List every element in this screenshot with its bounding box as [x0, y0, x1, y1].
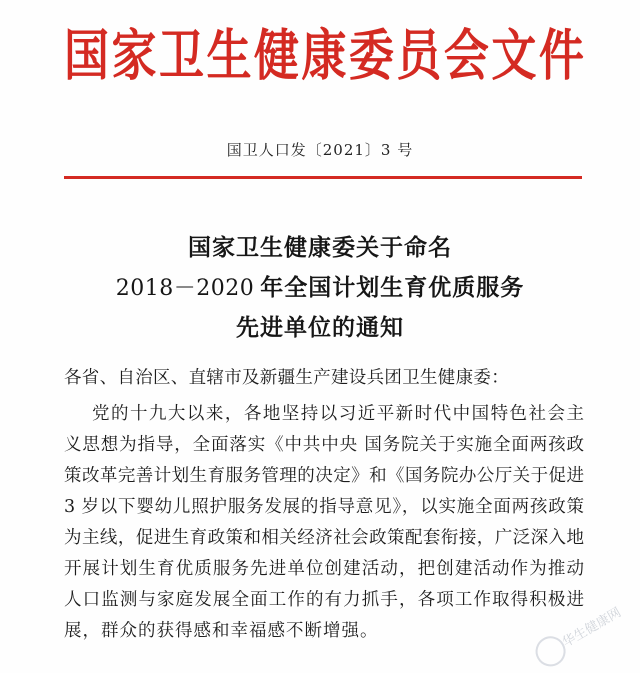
body-line: 义思想为指导，全面落实《中共中央 国务院关于实施全面两孩政 [64, 435, 584, 455]
header-title-char: 生 [206, 22, 252, 88]
body-line: 开展计划生育优质服务先进单位创建活动，把创建活动作为推动 [64, 559, 584, 579]
body-line: 为主线，促进生育政策和相关经济社会政策配套衔接，广泛深入地 [64, 528, 584, 548]
header-title-char: 健 [253, 22, 299, 88]
addressee-line: 各省、自治区、直辖市及新疆生产建设兵团卫生健康委： [64, 368, 509, 388]
body-line: 党的十九大以来，各地坚持以习近平新时代中国特色社会主 [92, 404, 584, 424]
document-number: 国卫人口发〔2021〕3 号 [226, 141, 414, 159]
body-line: 策改革完善计划生育服务管理的决定》和《国务院办公厅关于促进 [64, 466, 584, 486]
header-title-char: 卫 [158, 22, 204, 88]
header-title-char: 文 [491, 22, 537, 88]
title-year-range: 2018－2020 [115, 276, 255, 301]
header-title-char: 康 [301, 22, 347, 88]
header-title-char: 会 [443, 22, 489, 88]
red-divider-line [64, 176, 582, 179]
title-line-2-text: 年全国计划生育优质服务 [260, 274, 525, 301]
body-line: 展，群众的获得感和幸福感不断增强。 [64, 621, 379, 641]
title-line-2 [0, 268, 640, 308]
body-paragraph [64, 399, 584, 647]
header-title-char: 国 [64, 22, 110, 88]
title-line-3: 先进单位的通知 [236, 314, 404, 341]
title-line-1: 国家卫生健康委关于命名 [188, 234, 452, 261]
watermark-text: 华生健康网 [560, 605, 624, 651]
notice-title [0, 228, 640, 348]
document-header-title [64, 20, 584, 90]
header-title-char: 件 [538, 22, 584, 88]
header-title-char: 员 [396, 22, 442, 88]
header-title-char: 家 [111, 22, 157, 88]
body-line: 人口监测与家庭发展全面工作的有力抓手，各项工作取得积极进 [64, 590, 584, 610]
body-line: 3 岁以下婴幼儿照护服务发展的指导意见》，以实施全面两孩政策 [64, 497, 584, 517]
header-title-char: 委 [348, 22, 394, 88]
